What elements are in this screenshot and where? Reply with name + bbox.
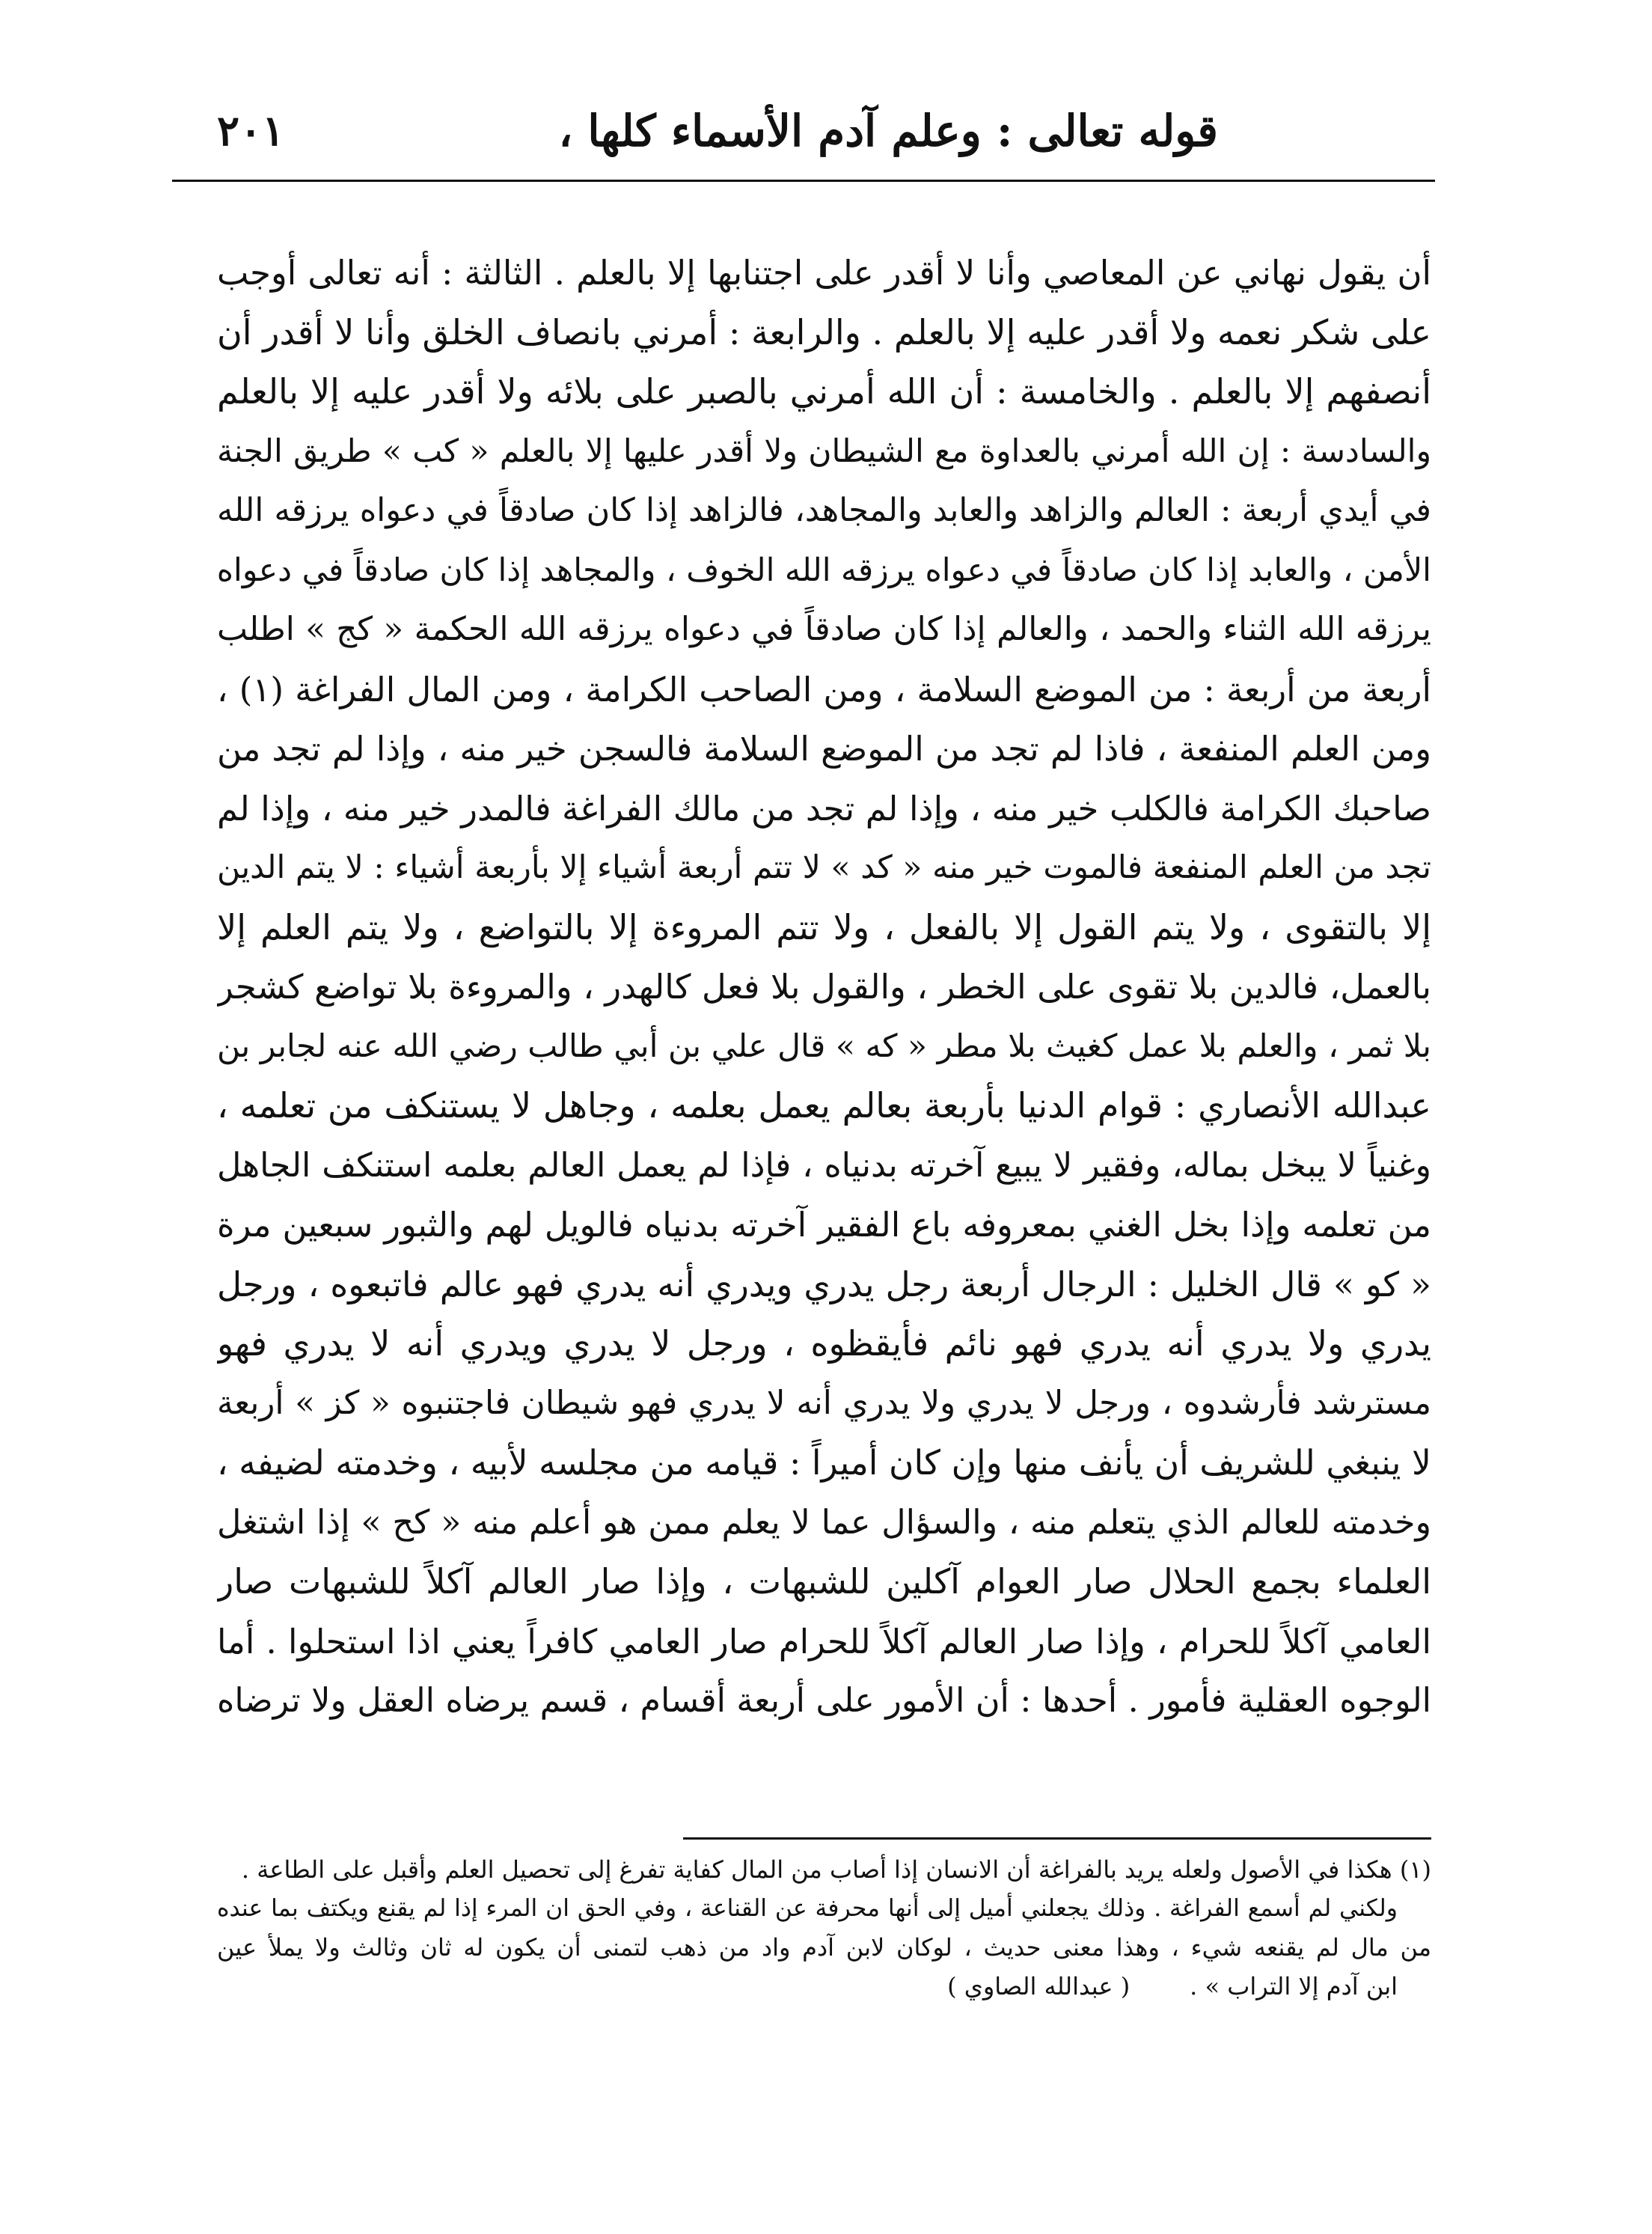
- footnote-line: ولكني لم أسمع الفراغة . وذلك يجعلني أميل إلى أنها محرفة عن القناعة ، وفي الحق ان المرء إذا لم يقنع ويكتف بما عنده: [217, 1895, 1398, 1922]
- body-line: في أيدي أربعة : العالم والزاهد والعابد والمجاهد، فالزاهد إذا كان صادقاً في دعواه يرزقه الله: [217, 492, 1431, 529]
- body-line: العلماء بجمع الحلال صار العوام آكلين للشبهات ، وإذا صار العالم آكلاً للشبهات صار: [217, 1561, 1431, 1602]
- body-line: على شكر نعمه ولا أقدر عليه إلا بالعلم . والرابعة : أمرني بانصاف الخلق وأنا لا أقدر أن: [217, 311, 1431, 353]
- page-header: [172, 97, 1480, 165]
- body-line: أنصفهم إلا بالعلم . والخامسة : أن الله أمرني بالصبر على بلائه ولا أقدر عليه إلا بالعلم: [217, 371, 1431, 412]
- body-text: [217, 243, 1431, 1731]
- body-line: لا ينبغي للشريف أن يأنف منها وإن كان أميراً : قيامه من مجلسه لأبيه ، وخدمته لضيفه ،: [217, 1443, 1431, 1483]
- body-line: ومن العلم المنفعة ، فاذا لم تجد من الموضع السلامة فالسجن خير منه ، وإذا لم تجد من: [217, 729, 1431, 769]
- footnote-line: (١) هكذا في الأصول ولعله يريد بالفراغة أن الانسان إذا أصاب من المال كفاية تفرغ إلى تحصيل العلم وأقبل على الطاعة .: [241, 1855, 1431, 1884]
- footnotes: [217, 1850, 1431, 2006]
- body-line: وغنياً لا يبخل بماله، وفقير لا يبيع آخرته بدنياه ، فإذا لم يعمل العالم بعلمه استنكف الجاهل: [217, 1146, 1431, 1185]
- body-line: وخدمته للعالم الذي يتعلم منه ، والسؤال عما لا يعلم ممن هو أعلم منه « كح » إذا اشتغل: [217, 1503, 1431, 1542]
- body-line: من تعلمه وإذا بخل الغني بمعروفه باع الفقير آخرته بدنياه فالويل لهم والثبور سبعين مرة: [217, 1205, 1431, 1245]
- footnote-line: من مال لم يقنعه شيء ، وهذا معنى حديث ، لوكان لابن آدم واد من ذهب لتمنى أن يكون له ثان وثالث ولا يملأ عين: [217, 1933, 1431, 1962]
- footnote-last-line: [217, 1967, 1431, 2006]
- body-line: إلا بالتقوى ، ولا يتم القول إلا بالفعل ، ولا تتم المروءة إلا بالتواضع ، ولا يتم العلم إلا: [217, 906, 1431, 947]
- body-line: والسادسة : إن الله أمرني بالعداوة مع الشيطان ولا أقدر عليها إلا بالعلم « كب » طريق الجنة: [217, 433, 1431, 470]
- footnote-rule: [683, 1837, 1431, 1840]
- body-line: « كو » قال الخليل : الرجال أربعة رجل يدري ويدري أنه يدري فهو عالم فاتبعوه ، ورجل: [217, 1264, 1431, 1304]
- footnote-attribution: ( عبدالله الصاوي ): [947, 1972, 1131, 2000]
- body-line: بلا ثمر ، والعلم بلا عمل كغيث بلا مطر « كه » قال علي بن أبي طالب رضي الله عنه لجابر بن: [217, 1028, 1431, 1065]
- body-line: عبدالله الأنصاري : قوام الدنيا بأربعة بعالم يعمل بعلمه ، وجاهل لا يستنكف من تعلمه ،: [217, 1085, 1431, 1126]
- body-line: العامي آكلاً للحرام ، وإذا صار العالم آكلاً للحرام صار العامي كافراً يعني اذا استحلوا . أما: [217, 1621, 1431, 1661]
- body-line: مسترشد فأرشدوه ، ورجل لا يدري ولا يدري أنه لا يدري فهو شيطان فاجتنبوه « كز » أربعة: [217, 1384, 1431, 1422]
- body-line: أن يقول نهاني عن المعاصي وأنا لا أقدر على اجتنابها إلا بالعلم . الثالثة : أنه تعالى أوجب: [217, 253, 1431, 293]
- page-number: ٢٠١: [217, 106, 285, 156]
- body-line: أربعة من أربعة : من الموضع السلامة ، ومن الصاحب الكرامة ، ومن المال الفراغة (١) ،: [217, 669, 1431, 709]
- body-line: يرزقه الله الثناء والحمد ، والعالم إذا كان صادقاً في دعواه يرزقه الله الحكمة « كج » اطلب: [217, 611, 1431, 648]
- body-line: الوجوه العقلية فأمور . أحدها : أن الأمور على أربعة أقسام ، قسم يرضاه العقل ولا ترضاه: [217, 1682, 1431, 1720]
- body-line: صاحبك الكرامة فالكلب خير منه ، وإذا لم تجد من مالك الفراغة فالمدر خير منه ، وإذا لم: [217, 788, 1431, 828]
- running-title: قوله تعالى : وعلم آدم الأسماء كلها ،: [558, 106, 1218, 156]
- body-line: تجد من العلم المنفعة فالموت خير منه « كد » لا تتم أربعة أشياء إلا بأربعة أشياء : لا يتم الدين: [217, 849, 1431, 886]
- header-rule: [172, 180, 1435, 182]
- footnote-line: ابن آدم إلا التراب » .: [1190, 1972, 1398, 2000]
- body-line: بالعمل، فالدين بلا تقوى على الخطر ، والقول بلا فعل كالهدر ، والمروءة بلا تواضع كشجر: [217, 967, 1431, 1007]
- body-line: يدري ولا يدري أنه يدري فهو نائم فأيقظوه ، ورجل لا يدري ويدري أنه لا يدري فهو: [217, 1323, 1431, 1364]
- body-line: الأمن ، والعابد إذا كان صادقاً في دعواه يرزقه الله الخوف ، والمجاهد إذا كان صادقاً في دعواه: [217, 552, 1431, 589]
